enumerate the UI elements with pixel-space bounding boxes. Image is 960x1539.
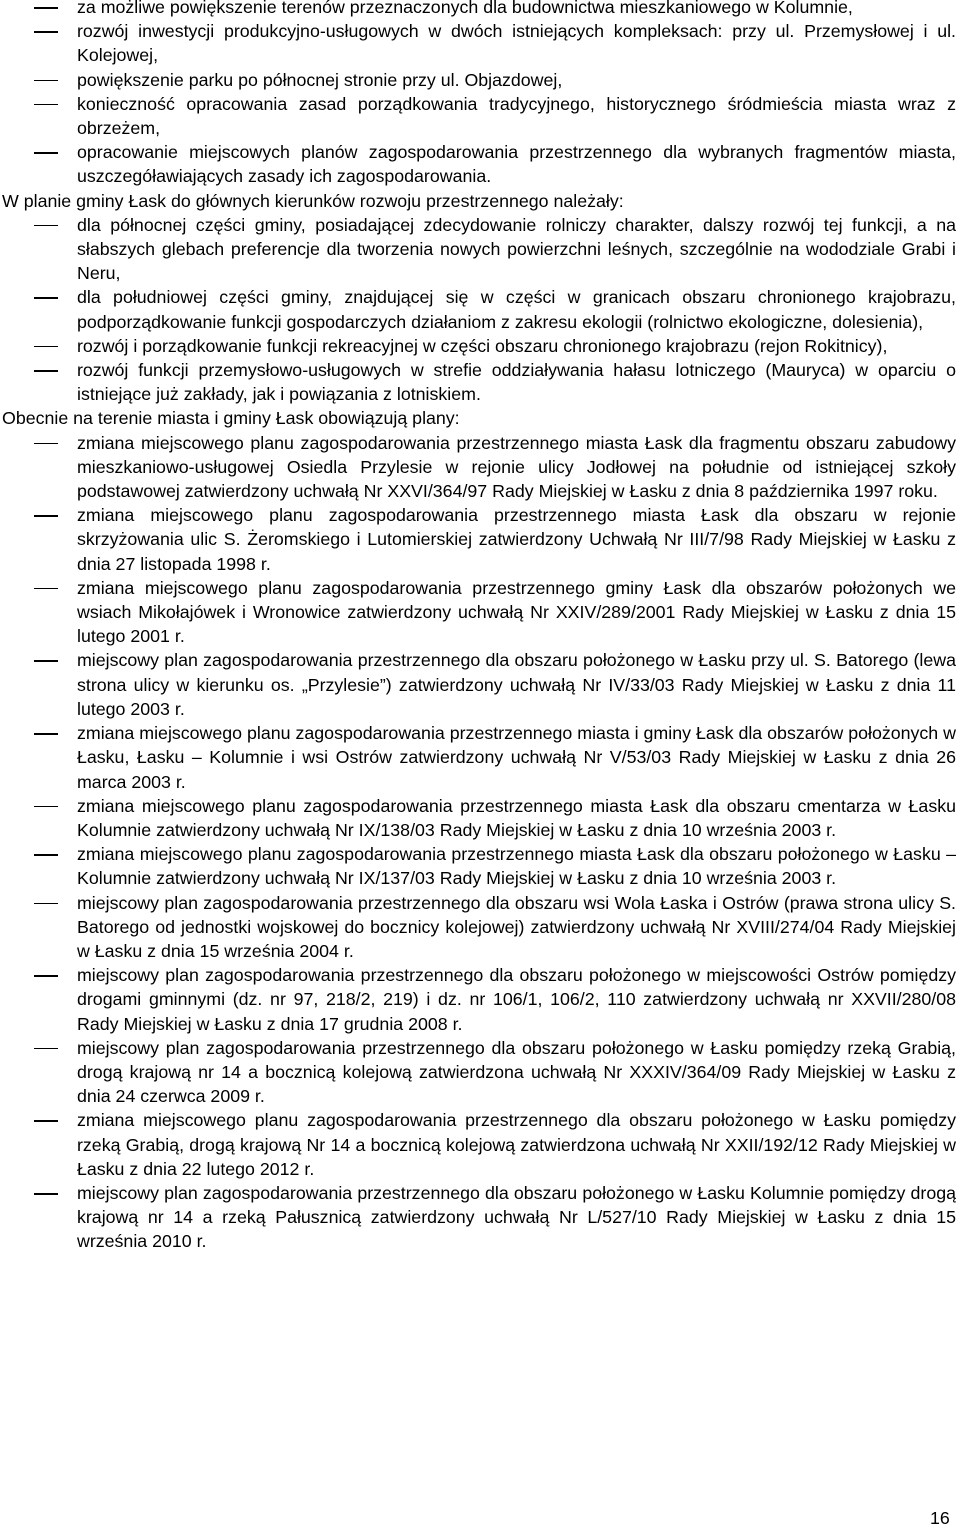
dash-bullet	[34, 152, 58, 154]
list-item: zmiana miejscowego planu zagospodarowania przestrzennego miasta Łask dla obszaru położonego w Łasku – Kolumnie zatwierdzony uchwałą Nr IX/137/03 Rady Miejskiej w Łasku z dnia 10 września 2003 r.	[0, 842, 960, 890]
list-item: rozwój funkcji przemysłowo-usługowych w strefie oddziaływania hałasu lotniczego (Mauryca) w oparciu o istniejące już zakłady, jak i powiązania z lotniskiem.	[0, 358, 960, 406]
list-item: miejscowy plan zagospodarowania przestrzennego dla obszaru położonego w Łasku przy ul. S. Batorego (lewa strona ulicy w kierunku os. „Przylesie”) zatwierdzony uchwałą Nr IV/33/03 Rady Miejskiej w Łasku z dnia 11 lutego 2003 r.	[0, 648, 960, 721]
list-item: zmiana miejscowego planu zagospodarowania przestrzennego miasta Łask dla obszaru cmentarza w Łasku Kolumnie zatwierdzony uchwałą Nr IX/138/03 Rady Miejskiej w Łasku z dnia 10 września 2003 r.	[0, 794, 960, 842]
list-item: powiększenie parku po północnej stronie przy ul. Objazdowej,	[0, 68, 960, 92]
list-item: miejscowy plan zagospodarowania przestrzennego dla obszaru położonego w miejscowości Ostrów pomiędzy drogami gminnymi (dz. nr 97, 218/2, 219) i dz. nr 106/1, 106/2, 110 zatwierdzony uchwałą nr XXVII/280/08 Rady Miejskiej w Łasku z dnia 17 grudnia 2008 r.	[0, 963, 960, 1036]
dash-bullet	[34, 7, 58, 9]
list-item: miejscowy plan zagospodarowania przestrzennego dla obszaru wsi Wola Łaska i Ostrów (prawa strona ulicy S. Batorego od jednostki wojskowej do bocznicy kolejowej) zatwierdzony uchwałą Nr XVIII/274/04 Rady Miejskiej w Łasku z dnia 15 września 2004 r.	[0, 891, 960, 964]
list-item: za możliwe powiększenie terenów przeznaczonych dla budownictwa mieszkaniowego w Kolumnie,	[0, 0, 960, 19]
list-item: miejscowy plan zagospodarowania przestrzennego dla obszaru położonego w Łasku pomiędzy rzeką Grabią, drogą krajową nr 14 a bocznicą kolejową zatwierdzona uchwałą Nr XXXIV/364/09 Rady Miejskiej w Łasku z dnia 24 czerwca 2009 r.	[0, 1036, 960, 1109]
list-item: rozwój i porządkowanie funkcji rekreacyjnej w części obszaru chronionego krajobrazu (rejon Rokitnicy),	[0, 334, 960, 358]
dash-bullet	[34, 31, 58, 33]
dash-bullet	[34, 660, 58, 662]
list-item: dla północnej części gminy, posiadającej zdecydowanie rolniczy charakter, dalszy rozwój tej funkcji, a na słabszych glebach preferencje dla tworzenia nowych powierzchni leśnych, szczególnie na wododziale Grabi i Neru,	[0, 213, 960, 286]
list-item: zmiana miejscowego planu zagospodarowania przestrzennego miasta Łask dla obszaru w rejonie skrzyżowania ulic S. Żeromskiego i Lutomierskiej zatwierdzony Uchwałą Nr III/7/98 Rady Miejskiej w Łasku z dnia 27 listopada 1998 r.	[0, 503, 960, 576]
dash-bullet	[34, 515, 58, 517]
list-item: opracowanie miejscowych planów zagospodarowania przestrzennego dla wybranych fragmentów miasta, uszczegóławiających zasady ich zagospodarowania.	[0, 140, 960, 188]
dash-bullet	[34, 806, 58, 808]
dash-bullet	[34, 297, 58, 299]
list-item: dla południowej części gminy, znajdującej się w części w granicach obszaru chronionego krajobrazu, podporządkowanie funkcji gospodarczych działaniom z zakresu ekologii (rolnictwo ekologiczne, dolesienia),	[0, 285, 960, 333]
dash-bullet	[34, 80, 58, 82]
list-item: zmiana miejscowego planu zagospodarowania przestrzennego dla obszaru położonego w Łasku pomiędzy rzeką Grabią, drogą krajową Nr 14 a bocznicą kolejową zatwierdzona uchwałą Nr XXII/192/12 Rady Miejskiej w Łasku z dnia 22 lutego 2012 r.	[0, 1108, 960, 1181]
dash-bullet	[34, 1193, 58, 1195]
development-directions-list	[0, 0, 960, 189]
paragraph-current-plans-intro: Obecnie na terenie miasta i gminy Łask obowiązują plany:	[2, 408, 460, 429]
list-item: zmiana miejscowego planu zagospodarowania przestrzennego miasta Łask dla fragmentu obszaru zabudowy mieszkaniowo-usługowej Osiedla Przylesie w rejonie ulicy Jodłowej na południe od istniejącej szkoły podstawowej zatwierdzony uchwałą Nr XXVI/364/97 Rady Miejskiej w Łasku z dnia 8 października 1997 roku.	[0, 431, 960, 504]
dash-bullet	[34, 903, 58, 905]
dash-bullet	[34, 443, 58, 445]
page-number: 16	[930, 1508, 950, 1528]
dash-bullet	[34, 1120, 58, 1122]
dash-bullet	[34, 975, 58, 977]
dash-bullet	[34, 104, 58, 106]
current-plans-list	[0, 431, 960, 1254]
dash-bullet	[34, 588, 58, 590]
dash-bullet	[34, 370, 58, 372]
list-item: konieczność opracowania zasad porządkowania tradycyjnego, historycznego śródmieścia miasta wraz z obrzeżem,	[0, 92, 960, 140]
dash-bullet	[34, 225, 58, 227]
list-item: miejscowy plan zagospodarowania przestrzennego dla obszaru położonego w Łasku Kolumnie pomiędzy drogą krajową nr 14 a rzeką Pałusznicą zatwierdzony uchwałą Nr L/527/10 Rady Miejskiej w Łasku z dnia 15 września 2010 r.	[0, 1181, 960, 1254]
dash-bullet	[34, 1048, 58, 1050]
list-item: zmiana miejscowego planu zagospodarowania przestrzennego miasta i gminy Łask dla obszarów położonych w Łasku, Łasku – Kolumnie i wsi Ostrów zatwierdzony uchwałą Nr V/53/03 Rady Miejskiej w Łasku z dnia 26 marca 2003 r.	[0, 721, 960, 794]
dash-bullet	[34, 854, 58, 856]
paragraph-gmina-plan-intro: W planie gminy Łask do głównych kierunków rozwoju przestrzennego należały:	[2, 190, 624, 211]
gmina-directions-list	[0, 213, 960, 407]
list-item: rozwój inwestycji produkcyjno-usługowych w dwóch istniejących kompleksach: przy ul. Przemysłowej i ul. Kolejowej,	[0, 19, 960, 67]
dash-bullet	[34, 346, 58, 348]
dash-bullet	[34, 733, 58, 735]
list-item: zmiana miejscowego planu zagospodarowania przestrzennego gminy Łask dla obszarów położonych we wsiach Mikołajówek i Wronowice zatwierdzony uchwałą Nr XXIV/289/2001 Rady Miejskiej w Łasku z dnia 15 lutego 2001 r.	[0, 576, 960, 649]
